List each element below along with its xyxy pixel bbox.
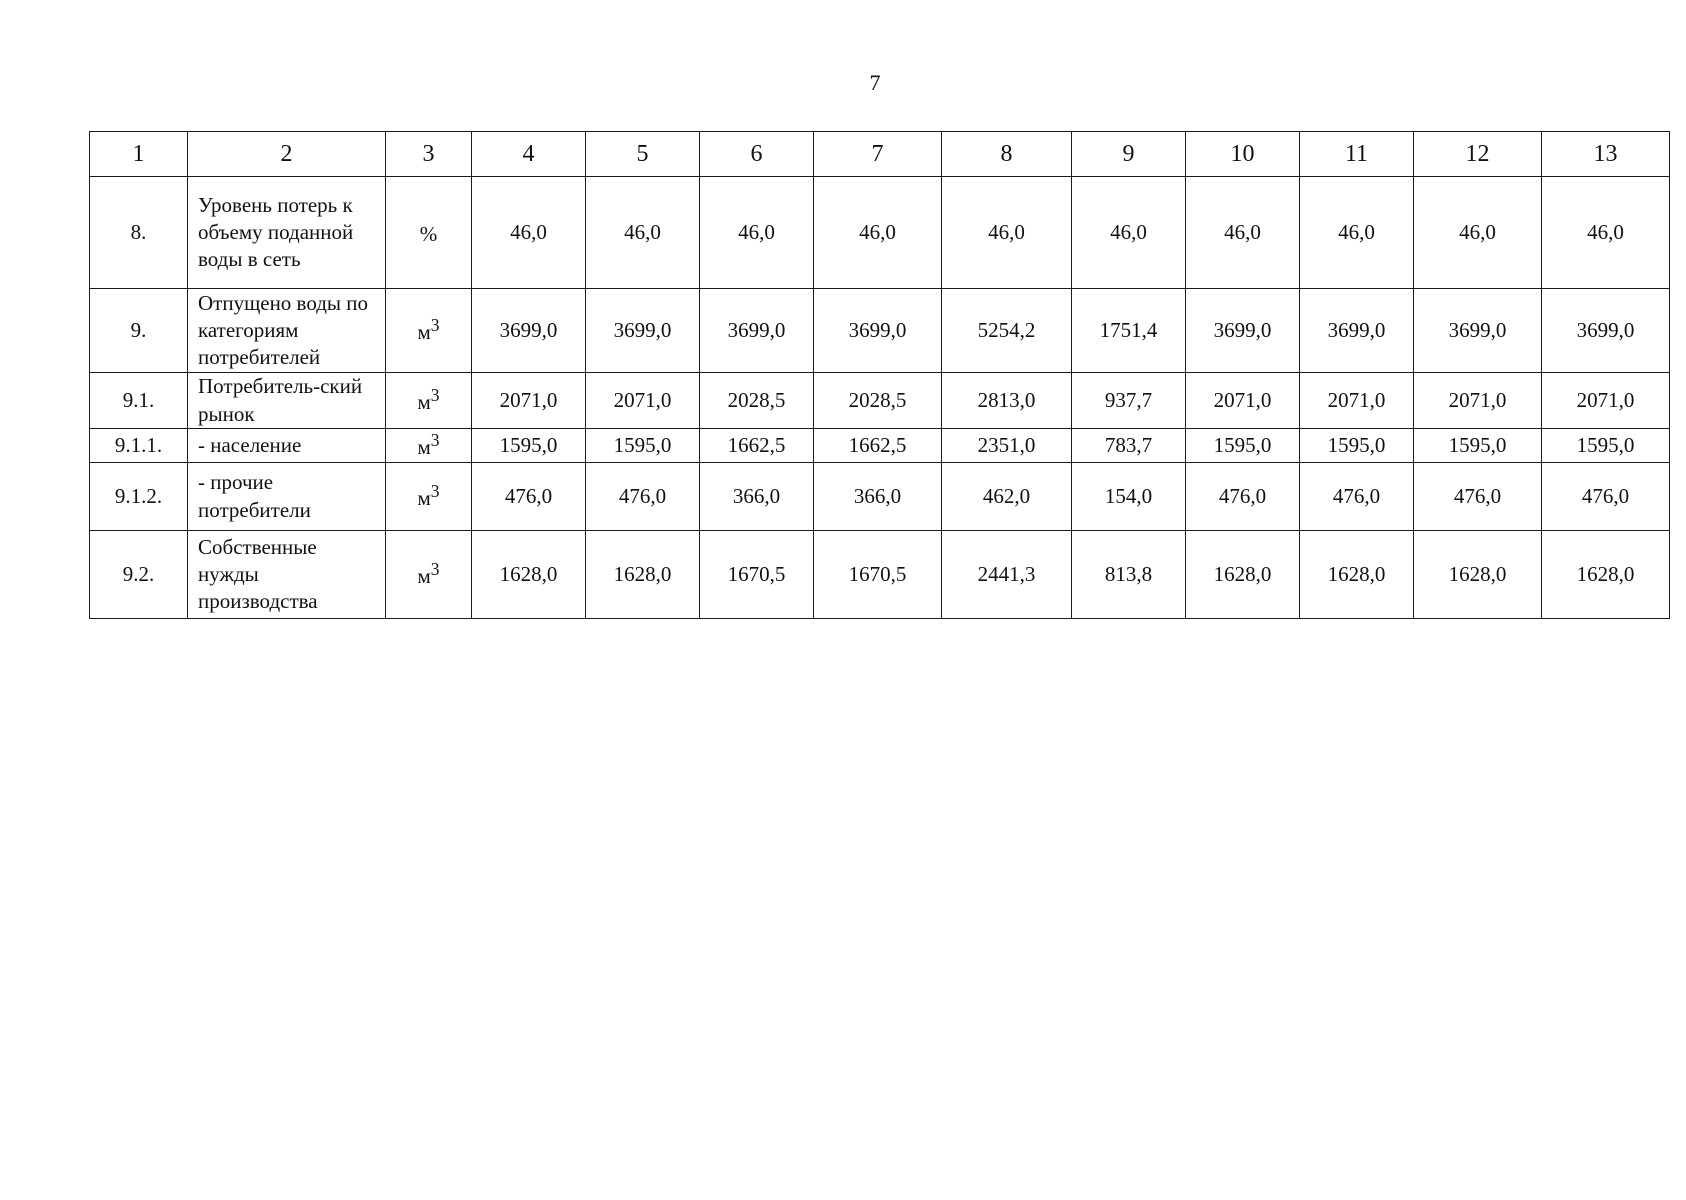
value-cell: 46,0 — [700, 177, 814, 289]
value-cell: 2813,0 — [942, 373, 1072, 429]
row-unit — [386, 373, 472, 429]
value-cell: 46,0 — [1186, 177, 1300, 289]
value-cell: 2071,0 — [472, 373, 586, 429]
row-unit — [386, 289, 472, 373]
header-cell: 13 — [1542, 132, 1670, 177]
value-cell: 476,0 — [1542, 463, 1670, 531]
value-cell: 5254,2 — [942, 289, 1072, 373]
value-cell: 46,0 — [472, 177, 586, 289]
value-cell: 2028,5 — [700, 373, 814, 429]
table-row — [90, 289, 1670, 373]
value-cell: 813,8 — [1072, 531, 1186, 619]
row-number: 9.2. — [90, 531, 188, 619]
table-row — [90, 531, 1670, 619]
value-cell: 2441,3 — [942, 531, 1072, 619]
value-cell: 2071,0 — [1414, 373, 1542, 429]
row-unit — [386, 177, 472, 289]
unit-superscript: 3 — [430, 385, 440, 406]
header-cell: 11 — [1300, 132, 1414, 177]
value-cell: 476,0 — [586, 463, 700, 531]
value-cell: 46,0 — [1542, 177, 1670, 289]
value-cell: 1595,0 — [472, 429, 586, 463]
header-cell: 3 — [386, 132, 472, 177]
header-cell: 4 — [472, 132, 586, 177]
value-cell: 1628,0 — [1186, 531, 1300, 619]
value-cell: 476,0 — [1414, 463, 1542, 531]
header-cell: 6 — [700, 132, 814, 177]
unit-text: м — [417, 390, 431, 415]
header-cell: 12 — [1414, 132, 1542, 177]
value-cell: 366,0 — [700, 463, 814, 531]
row-unit — [386, 429, 472, 463]
value-cell: 46,0 — [586, 177, 700, 289]
unit-text: м — [417, 564, 431, 589]
value-cell: 2351,0 — [942, 429, 1072, 463]
value-cell: 1595,0 — [586, 429, 700, 463]
value-cell: 2071,0 — [1542, 373, 1670, 429]
value-cell: 476,0 — [472, 463, 586, 531]
header-cell: 1 — [90, 132, 188, 177]
value-cell: 1595,0 — [1300, 429, 1414, 463]
table-row — [90, 463, 1670, 531]
row-unit — [386, 531, 472, 619]
header-cell: 9 — [1072, 132, 1186, 177]
row-number: 9. — [90, 289, 188, 373]
row-name: Уровень потерь к объему поданной воды в сеть — [188, 177, 386, 289]
value-cell: 783,7 — [1072, 429, 1186, 463]
value-cell: 937,7 — [1072, 373, 1186, 429]
unit-text: % — [419, 222, 438, 247]
value-cell: 3699,0 — [1300, 289, 1414, 373]
row-name: - прочие потребители — [188, 463, 386, 531]
value-cell: 2071,0 — [586, 373, 700, 429]
value-cell: 1628,0 — [472, 531, 586, 619]
value-cell: 1595,0 — [1542, 429, 1670, 463]
value-cell: 3699,0 — [700, 289, 814, 373]
value-cell: 1751,4 — [1072, 289, 1186, 373]
row-number: 9.1.1. — [90, 429, 188, 463]
row-number: 9.1. — [90, 373, 188, 429]
value-cell: 2071,0 — [1300, 373, 1414, 429]
value-cell: 154,0 — [1072, 463, 1186, 531]
value-cell: 476,0 — [1186, 463, 1300, 531]
row-number: 8. — [90, 177, 188, 289]
water-balance-table — [89, 131, 1670, 619]
table-row — [90, 429, 1670, 463]
unit-text: м — [417, 435, 431, 460]
value-cell: 1670,5 — [814, 531, 942, 619]
header-cell: 7 — [814, 132, 942, 177]
value-cell: 46,0 — [942, 177, 1072, 289]
value-cell: 3699,0 — [814, 289, 942, 373]
value-cell: 1595,0 — [1414, 429, 1542, 463]
row-name: - население — [188, 429, 386, 463]
table-row — [90, 177, 1670, 289]
value-cell: 462,0 — [942, 463, 1072, 531]
unit-superscript: 3 — [430, 430, 440, 451]
row-number: 9.1.2. — [90, 463, 188, 531]
header-cell: 8 — [942, 132, 1072, 177]
value-cell: 3699,0 — [1186, 289, 1300, 373]
value-cell: 1662,5 — [814, 429, 942, 463]
unit-superscript: 3 — [430, 315, 440, 336]
value-cell: 3699,0 — [472, 289, 586, 373]
row-name: Потребитель-ский рынок — [188, 373, 386, 429]
value-cell: 366,0 — [814, 463, 942, 531]
header-cell: 10 — [1186, 132, 1300, 177]
value-cell: 46,0 — [1414, 177, 1542, 289]
value-cell: 3699,0 — [1414, 289, 1542, 373]
unit-text: м — [417, 320, 431, 345]
value-cell: 1628,0 — [1414, 531, 1542, 619]
value-cell: 1628,0 — [1542, 531, 1670, 619]
value-cell: 2028,5 — [814, 373, 942, 429]
unit-superscript: 3 — [430, 481, 440, 502]
value-cell: 476,0 — [1300, 463, 1414, 531]
value-cell: 1670,5 — [700, 531, 814, 619]
unit-superscript: 3 — [430, 559, 440, 580]
value-cell: 46,0 — [1072, 177, 1186, 289]
value-cell: 1662,5 — [700, 429, 814, 463]
page-number: 7 — [869, 70, 881, 95]
row-name: Отпущено воды по категориям потребителей — [188, 289, 386, 373]
table-row — [90, 373, 1670, 429]
header-cell: 2 — [188, 132, 386, 177]
value-cell: 1628,0 — [1300, 531, 1414, 619]
row-unit — [386, 463, 472, 531]
row-name: Собственные нужды производства — [188, 531, 386, 619]
header-cell: 5 — [586, 132, 700, 177]
value-cell: 2071,0 — [1186, 373, 1300, 429]
value-cell: 3699,0 — [1542, 289, 1670, 373]
value-cell: 46,0 — [814, 177, 942, 289]
value-cell: 46,0 — [1300, 177, 1414, 289]
unit-text: м — [417, 486, 431, 511]
value-cell: 1628,0 — [586, 531, 700, 619]
table-header-row — [90, 132, 1670, 177]
value-cell: 3699,0 — [586, 289, 700, 373]
value-cell: 1595,0 — [1186, 429, 1300, 463]
